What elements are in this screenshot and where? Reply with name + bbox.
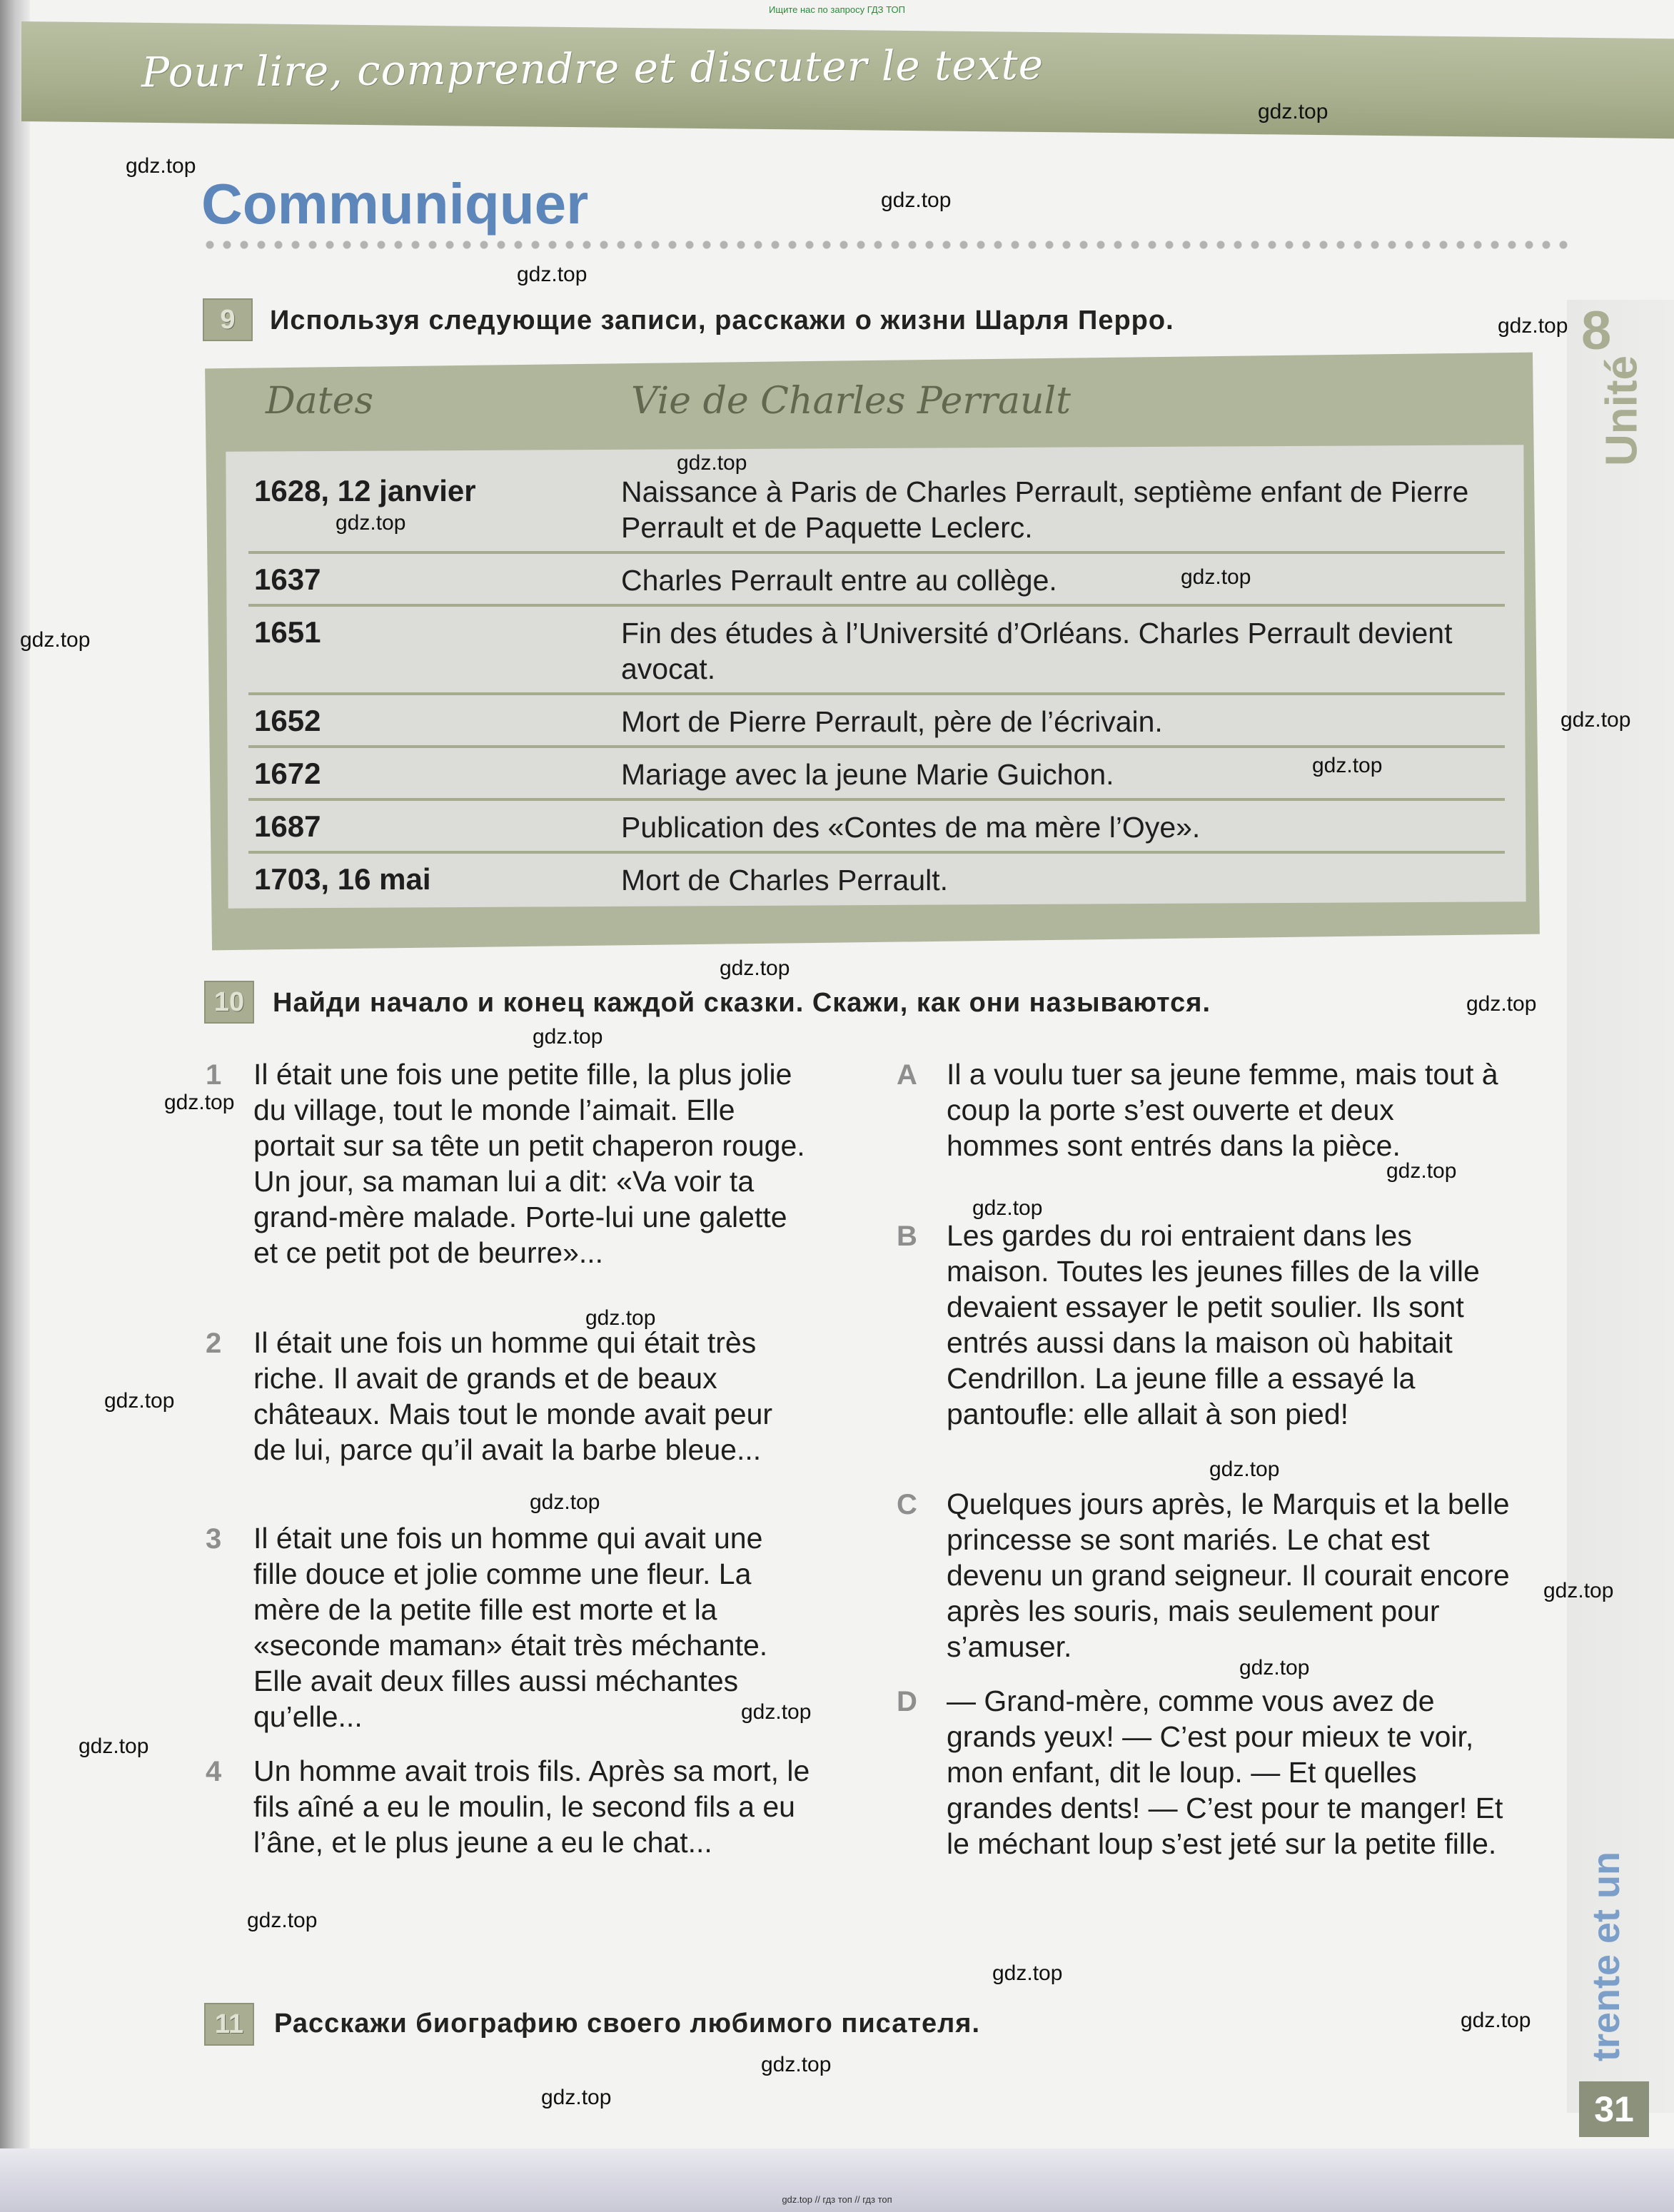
watermark: gdz.top bbox=[881, 188, 952, 212]
watermark: gdz.top bbox=[1461, 2009, 1531, 2032]
watermark: gdz.top bbox=[1239, 1656, 1310, 1680]
beginning-label: 2 bbox=[206, 1328, 222, 1359]
watermark: gdz.top bbox=[1466, 992, 1537, 1016]
exercise-10-number: 10 bbox=[204, 981, 254, 1024]
beginning-text: Il était une fois une petite fille, la plus jolie du village, tout le monde l’aimait. Elle portait sur sa tête un petit chaperon rouge. Un jour, sa maman lui a dit: «Va voir ta grand-mère malade. Porte-lui une galette et ce petit pot de beurre»... bbox=[253, 1058, 805, 1269]
row-description: Mort de Pierre Perrault, père de l’écrivain. bbox=[621, 705, 1163, 738]
row-date: 1703, 16 mai bbox=[254, 862, 431, 896]
top-note: Ищите нас по запросу ГДЗ ТОП bbox=[769, 4, 905, 15]
row-date: 1637 bbox=[254, 562, 321, 596]
row-date: 1651 bbox=[254, 615, 321, 649]
exercise-9-number: 9 bbox=[203, 298, 253, 341]
page-spine bbox=[0, 0, 30, 2212]
unit-label: Unité bbox=[1597, 355, 1647, 466]
footer-note: gdz.top // гдз топ // гдз топ bbox=[782, 2194, 892, 2205]
dotted-divider bbox=[201, 240, 1568, 250]
watermark: gdz.top bbox=[1258, 100, 1328, 123]
row-divider bbox=[248, 798, 1505, 801]
watermark: gdz.top bbox=[533, 1025, 603, 1049]
row-date: 1652 bbox=[254, 704, 321, 737]
ending-text: Il a voulu tuer sa jeune femme, mais tout à coup la porte s’est ouverte et deux hommes sont entrés dans la pièce. bbox=[947, 1058, 1498, 1162]
table-header-dates: Dates bbox=[266, 380, 374, 423]
section-title: Communiquer bbox=[201, 172, 589, 236]
watermark: gdz.top bbox=[761, 2053, 832, 2076]
row-date: 1672 bbox=[254, 757, 321, 790]
watermark: gdz.top bbox=[1560, 708, 1631, 732]
row-divider bbox=[248, 745, 1505, 748]
watermark: gdz.top bbox=[585, 1306, 656, 1330]
watermark: gdz.top bbox=[79, 1734, 149, 1758]
watermark: gdz.top bbox=[677, 451, 747, 475]
ending-label: B bbox=[897, 1221, 917, 1252]
watermark: gdz.top bbox=[247, 1909, 318, 1932]
watermark: gdz.top bbox=[1312, 754, 1383, 777]
watermark: gdz.top bbox=[1386, 1159, 1457, 1183]
banner-title: Pour lire, comprendre et discuter le texte bbox=[141, 40, 1044, 97]
row-description: Mort de Charles Perrault. bbox=[621, 864, 949, 897]
unit-number: 8 bbox=[1581, 301, 1612, 361]
ending-label: A bbox=[897, 1059, 917, 1091]
beginning-label: 1 bbox=[206, 1059, 222, 1091]
watermark: gdz.top bbox=[1498, 314, 1568, 338]
row-description: Publication des «Contes de ma mère l’Oye». bbox=[621, 811, 1201, 844]
watermark: gdz.top bbox=[20, 628, 91, 652]
watermark: gdz.top bbox=[164, 1091, 235, 1114]
row-divider bbox=[248, 851, 1505, 854]
watermark: gdz.top bbox=[530, 1490, 600, 1514]
watermark: gdz.top bbox=[1181, 565, 1251, 589]
watermark: gdz.top bbox=[992, 1961, 1063, 1985]
watermark: gdz.top bbox=[336, 511, 406, 535]
ending-text: Les gardes du roi entraient dans les maison. Toutes les jeunes filles de la ville devaient essayer le petit soulier. Ils sont entrés aussi dans la maison où habitait Cendrillon. La jeune fille a essayé la pantoufle: elle allait à son pied! bbox=[947, 1219, 1480, 1430]
ending-label: C bbox=[897, 1489, 917, 1520]
page-number: 31 bbox=[1579, 2081, 1649, 2137]
beginning-text: Il était une fois un homme qui avait une fille douce et jolie comme une fleur. La mère de la petite fille est morte et la «seconde maman» était très méchante. Elle avait deux filles aussi méchantes qu’elle... bbox=[253, 1522, 768, 1733]
exercise-11-instruction: Расскажи биографию своего любимого писателя. bbox=[274, 2009, 981, 2039]
page-number-words: trente et un bbox=[1585, 1851, 1628, 2062]
watermark: gdz.top bbox=[1543, 1579, 1614, 1602]
row-divider bbox=[248, 604, 1505, 607]
exercise-10-instruction: Найди начало и конец каждой сказки. Скажи, как они называются. bbox=[273, 988, 1211, 1018]
row-description: Fin des études à l’Université d’Orléans. Charles Perrault devient avocat. bbox=[621, 617, 1453, 685]
watermark: gdz.top bbox=[1209, 1458, 1280, 1481]
watermark: gdz.top bbox=[541, 2086, 612, 2109]
watermark: gdz.top bbox=[104, 1389, 175, 1413]
beginning-text: Un homme avait trois fils. Après sa mort, le fils aîné a eu le moulin, le second fils a eu l’âne, et le plus jeune a eu le chat... bbox=[253, 1754, 810, 1859]
row-date: 1687 bbox=[254, 809, 321, 843]
ending-text: — Grand-mère, comme vous avez de grands yeux! — C’est pour mieux te voir, mon enfant, dit le loup. — Et quelles grandes dents! — C’est pour te manger! Et le méchant loup s’est jeté sur la petite fille. bbox=[947, 1685, 1503, 1860]
row-description: Naissance à Paris de Charles Perrault, septième enfant de Pierre Perrault et de Paquette Leclerc. bbox=[621, 475, 1469, 544]
row-divider bbox=[248, 551, 1505, 554]
beginning-label: 4 bbox=[206, 1756, 222, 1787]
ending-text: Quelques jours après, le Marquis et la belle princesse se sont mariés. Le chat est devenu un grand seigneur. Il courait encore après les souris, mais seulement pour s’amuser. bbox=[947, 1488, 1510, 1663]
beginning-label: 3 bbox=[206, 1523, 222, 1555]
watermark: gdz.top bbox=[126, 154, 196, 178]
watermark: gdz.top bbox=[517, 263, 588, 286]
exercise-9-instruction: Используя следующие записи, расскажи о жизни Шарля Перро. bbox=[270, 305, 1174, 335]
beginning-text: Il était une fois un homme qui était très riche. Il avait de grands et de beaux châteaux. Mais tout le monde avait peur de lui, parce qu’il avait la barbe bleue... bbox=[253, 1326, 773, 1466]
exercise-11-number: 11 bbox=[204, 2003, 254, 2046]
ending-label: D bbox=[897, 1686, 917, 1717]
table-header-life: Vie de Charles Perrault bbox=[631, 380, 1072, 423]
watermark: gdz.top bbox=[972, 1196, 1043, 1220]
row-description: Charles Perrault entre au collège. bbox=[621, 564, 1057, 597]
row-description: Mariage avec la jeune Marie Guichon. bbox=[621, 758, 1114, 791]
row-divider bbox=[248, 692, 1505, 695]
watermark: gdz.top bbox=[720, 956, 790, 980]
watermark: gdz.top bbox=[741, 1700, 812, 1724]
row-date: 1628, 12 janvier bbox=[254, 474, 476, 507]
